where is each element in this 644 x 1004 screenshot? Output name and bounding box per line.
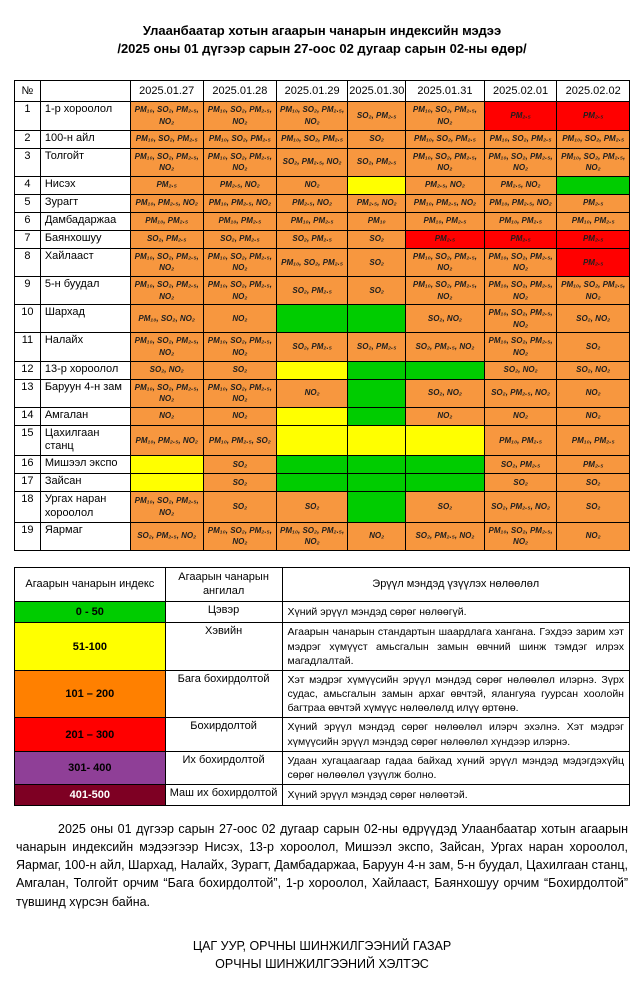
- aqi-cell: PM₁₀, SO₂, PM₂.₅, NO₂: [484, 276, 557, 304]
- aqi-cell: [348, 176, 406, 194]
- aqi-cell: PM₂.₅: [406, 230, 485, 248]
- health-effect: Агаарын чанарын стандартын шаардлага хангана. Гэхдээ зарим хэт мэдрэг хүмүүст амьсгалын замын өвчний шинж тэмдэг илрэх магадлалтай.: [282, 623, 629, 671]
- row-number: 14: [15, 407, 41, 425]
- aqi-cell: [348, 474, 406, 492]
- aqi-cell: PM₁₀, SO₂, PM₂.₅, NO₂: [484, 248, 557, 276]
- column-header: 2025.01.31: [406, 81, 485, 102]
- table-row: [15, 474, 630, 492]
- aqi-cell: PM₁₀, SO₂, PM₂.₅, NO₂: [406, 102, 485, 130]
- aqi-category: Цэвэр: [165, 602, 282, 623]
- aqi-cell: PM₁₀, SO₂, PM₂.₅, NO₂: [203, 333, 276, 361]
- aqi-cell: PM₁₀, SO₂, PM₂.₅: [484, 130, 557, 148]
- aqi-cell: NO₂: [557, 522, 630, 550]
- aqi-cell: [348, 425, 406, 456]
- district-name: Толгойт: [40, 148, 130, 176]
- table-row: [15, 305, 630, 333]
- summary-paragraph: 2025 оны 01 дүгээр сарын 27-оос 02 дугаар сарын 02-ны өдрүүдэд Улаанбаатар хотын агаарын чанарын индексийн мэдээгээр Нисэх, 13-р хороолол, Мишээл экспо, Зайсан, Ургах наран хороолол, Яармаг, 100-н айл, Шархад, Налайх, Зурагт, Дамбадаржаа, Баруун 4-н зам, 5-н буудал, Цахилгаан станц, Амгалан, Толгойт орчим “Бага бохирдолтой”, 1-р хороолол, Хайлааст, Баянхошуу орчим “Бохирдолтой” түвшинд хүрсэн байна.: [16, 822, 628, 909]
- aqi-cell: SO₂: [348, 130, 406, 148]
- district-name: Баянхошуу: [40, 230, 130, 248]
- district-name: Амгалан: [40, 407, 130, 425]
- row-number: 5: [15, 194, 41, 212]
- aqi-cell: [348, 492, 406, 523]
- district-name: 13-р хороолол: [40, 361, 130, 379]
- aqi-cell: PM₁₀, PM₂.₅: [484, 425, 557, 456]
- aqi-cell: SO₂, NO₂: [406, 379, 485, 407]
- row-number: 8: [15, 248, 41, 276]
- aqi-cell: SO₂: [484, 474, 557, 492]
- aqi-cell: NO₂: [406, 407, 485, 425]
- legend-column-header: Эрүүл мэндэд үзүүлэх нөлөөлөл: [282, 567, 629, 602]
- aqi-cell: SO₂, NO₂: [130, 361, 203, 379]
- aqi-range: 101 – 200: [15, 670, 166, 718]
- aqi-cell: PM₁₀: [348, 212, 406, 230]
- aqi-cell: SO₂, PM₂.₅: [130, 230, 203, 248]
- aqi-cell: SO₂, PM₂.₅, NO₂: [276, 148, 347, 176]
- aqi-range: 0 - 50: [15, 602, 166, 623]
- aqi-cell: NO₂: [276, 379, 347, 407]
- aqi-cell: PM₁₀, PM₂.₅: [203, 212, 276, 230]
- aqi-cell: [276, 456, 347, 474]
- aqi-cell: PM₂.₅: [557, 456, 630, 474]
- district-name: Яармаг: [40, 522, 130, 550]
- aqi-cell: PM₁₀, SO₂, PM₂.₅: [203, 130, 276, 148]
- aqi-cell: PM₁₀, SO₂, PM₂.₅, NO₂: [130, 379, 203, 407]
- aqi-cell: PM₂.₅: [557, 230, 630, 248]
- legend-header-row: [15, 567, 630, 602]
- aqi-cell: [348, 361, 406, 379]
- aqi-cell: SO₂, NO₂: [557, 361, 630, 379]
- column-header: 2025.02.01: [484, 81, 557, 102]
- aqi-cell: PM₁₀, SO₂, PM₂.₅, NO₂: [484, 148, 557, 176]
- row-number: 10: [15, 305, 41, 333]
- aqi-cell: PM₁₀, PM₂.₅: [557, 425, 630, 456]
- aqi-cell: SO₂, PM₂.₅, NO₂: [130, 522, 203, 550]
- aqi-cell: NO₂: [348, 522, 406, 550]
- row-number: 9: [15, 276, 41, 304]
- aqi-cell: SO₂: [203, 492, 276, 523]
- organization-name: [14, 937, 630, 975]
- aqi-cell: PM₁₀, PM₂.₅, NO₂: [203, 194, 276, 212]
- aqi-cell: [276, 474, 347, 492]
- aqi-cell: SO₂: [348, 230, 406, 248]
- aqi-cell: [276, 407, 347, 425]
- aqi-cell: [406, 425, 485, 456]
- row-number: 3: [15, 148, 41, 176]
- legend-column-header: Агаарын чанарын индекс: [15, 567, 166, 602]
- aqi-cell: SO₂, PM₂.₅: [276, 333, 347, 361]
- organization-line1: ЦАГ УУР, ОРЧНЫ ШИНЖИЛГЭЭНИЙ ГАЗАР: [192, 938, 452, 953]
- aqi-cell: PM₁₀, SO₂, PM₂.₅, NO₂: [557, 148, 630, 176]
- aqi-cell: NO₂: [557, 379, 630, 407]
- aqi-cell: SO₂, PM₂.₅: [348, 148, 406, 176]
- legend-table: [14, 567, 630, 806]
- table-row: [15, 492, 630, 523]
- row-number: 11: [15, 333, 41, 361]
- aqi-cell: PM₁₀, SO₂, PM₂.₅, NO₂: [484, 305, 557, 333]
- district-name: Налайх: [40, 333, 130, 361]
- aqi-cell: SO₂, PM₂.₅: [203, 230, 276, 248]
- aqi-cell: PM₁₀, PM₂.₅, NO₂: [406, 194, 485, 212]
- aqi-cell: PM₁₀, PM₂.₅, NO₂: [130, 194, 203, 212]
- aqi-category: Бохирдолтой: [165, 718, 282, 751]
- aqi-cell: PM₁₀, SO₂, PM₂.₅, NO₂: [406, 148, 485, 176]
- aqi-cell: PM₂.₅, NO₂: [406, 176, 485, 194]
- table-row: [15, 148, 630, 176]
- aqi-cell: PM₁₀, SO₂, PM₂.₅, NO₂: [406, 276, 485, 304]
- aqi-cell: PM₁₀, SO₂, PM₂.₅: [130, 130, 203, 148]
- aqi-cell: PM₁₀, SO₂, PM₂.₅, NO₂: [203, 148, 276, 176]
- aqi-cell: SO₂: [406, 492, 485, 523]
- aqi-cell: PM₂.₅: [484, 230, 557, 248]
- legend-row: [15, 751, 630, 784]
- row-number: 4: [15, 176, 41, 194]
- aqi-cell: PM₁₀, SO₂, PM₂.₅, NO₂: [276, 102, 347, 130]
- aqi-cell: PM₁₀, PM₂.₅, SO₂: [203, 425, 276, 456]
- aqi-cell: SO₂, PM₂.₅, NO₂: [484, 379, 557, 407]
- row-number: 19: [15, 522, 41, 550]
- aqi-cell: [276, 361, 347, 379]
- aqi-cell: PM₁₀, PM₂.₅, NO₂: [484, 194, 557, 212]
- health-effect: Хүний эрүүл мэндэд сөрөг нөлөөгүй.: [282, 602, 629, 623]
- legend-row: [15, 602, 630, 623]
- aqi-category: Бага бохирдолтой: [165, 670, 282, 718]
- aqi-cell: [130, 474, 203, 492]
- aqi-cell: SO₂, PM₂.₅: [276, 276, 347, 304]
- aqi-cell: PM₂.₅: [557, 102, 630, 130]
- aqi-cell: SO₂, PM₂.₅: [276, 230, 347, 248]
- aqi-category: Маш их бохирдолтой: [165, 785, 282, 806]
- aqi-cell: PM₁₀, PM₂.₅: [557, 212, 630, 230]
- aqi-cell: NO₂: [203, 407, 276, 425]
- aqi-table: [14, 80, 630, 551]
- row-number: 1: [15, 102, 41, 130]
- report-title-line2: /2025 оны 01 дүгээр сарын 27-оос 02 дугаар сарын 02-ны өдөр/: [117, 41, 527, 57]
- aqi-cell: PM₁₀, SO₂, PM₂.₅, NO₂: [276, 522, 347, 550]
- aqi-cell: PM₁₀, SO₂, PM₂.₅, NO₂: [557, 276, 630, 304]
- district-name: Хайлааст: [40, 248, 130, 276]
- district-name: Баруун 4-н зам: [40, 379, 130, 407]
- report-title-line1: Улаанбаатар хотын агаарын чанарын индексийн мэдээ: [142, 23, 502, 38]
- district-name: Мишээл экспо: [40, 456, 130, 474]
- row-number: 12: [15, 361, 41, 379]
- table-row: [15, 212, 630, 230]
- legend-row: [15, 785, 630, 806]
- aqi-cell: SO₂, PM₂.₅: [484, 456, 557, 474]
- aqi-range: 301- 400: [15, 751, 166, 784]
- aqi-category: Хэвийн: [165, 623, 282, 671]
- aqi-category: Их бохирдолтой: [165, 751, 282, 784]
- aqi-cell: PM₁₀, SO₂, PM₂.₅, NO₂: [203, 276, 276, 304]
- aqi-cell: PM₂.₅, NO₂: [276, 194, 347, 212]
- aqi-cell: SO₂, PM₂.₅: [348, 333, 406, 361]
- aqi-cell: PM₂.₅: [557, 194, 630, 212]
- aqi-cell: PM₁₀, SO₂, PM₂.₅, NO₂: [130, 248, 203, 276]
- aqi-cell: PM₁₀, SO₂, PM₂.₅: [276, 248, 347, 276]
- legend-column-header: Агаарын чанарын ангилал: [165, 567, 282, 602]
- aqi-cell: PM₁₀, SO₂, PM₂.₅, NO₂: [130, 148, 203, 176]
- aqi-cell: PM₁₀, SO₂, PM₂.₅: [557, 130, 630, 148]
- aqi-cell: PM₁₀, PM₂.₅, NO₂: [130, 425, 203, 456]
- aqi-cell: PM₁₀, SO₂, PM₂.₅, NO₂: [203, 522, 276, 550]
- health-effect: Удаан хугацаагаар гадаа байхад хүний эрүүл мэндэд мэдэгдэхүйц сөрөг нөлөөлөл үзүүлж болно.: [282, 751, 629, 784]
- aqi-cell: PM₁₀, SO₂, PM₂.₅, NO₂: [484, 333, 557, 361]
- aqi-cell: PM₁₀, SO₂, PM₂.₅, NO₂: [484, 522, 557, 550]
- report-title: [14, 22, 630, 58]
- district-name: Ургах наран хороолол: [40, 492, 130, 523]
- aqi-cell: PM₁₀, PM₂.₅: [130, 212, 203, 230]
- aqi-header-row: [15, 81, 630, 102]
- aqi-cell: PM₁₀, SO₂, PM₂.₅, NO₂: [203, 379, 276, 407]
- table-row: [15, 407, 630, 425]
- aqi-cell: PM₁₀, SO₂, PM₂.₅: [276, 130, 347, 148]
- aqi-cell: SO₂: [203, 361, 276, 379]
- aqi-cell: PM₁₀, SO₂, PM₂.₅, NO₂: [406, 248, 485, 276]
- aqi-cell: [130, 456, 203, 474]
- aqi-cell: PM₁₀, SO₂, PM₂.₅, NO₂: [130, 333, 203, 361]
- table-row: [15, 361, 630, 379]
- aqi-cell: PM₂.₅, NO₂: [484, 176, 557, 194]
- health-effect: Хүний эрүүл мэндэд сөрөг нөлөөтэй.: [282, 785, 629, 806]
- row-number: 17: [15, 474, 41, 492]
- aqi-cell: NO₂: [484, 407, 557, 425]
- aqi-cell: SO₂: [557, 333, 630, 361]
- aqi-cell: PM₁₀, SO₂, PM₂.₅, NO₂: [203, 248, 276, 276]
- table-row: [15, 102, 630, 130]
- aqi-cell: PM₁₀, SO₂, PM₂.₅: [406, 130, 485, 148]
- table-row: [15, 379, 630, 407]
- aqi-cell: SO₂: [203, 474, 276, 492]
- aqi-cell: PM₂.₅, NO₂: [348, 194, 406, 212]
- district-name: Зурагт: [40, 194, 130, 212]
- aqi-cell: SO₂, PM₂.₅, NO₂: [406, 522, 485, 550]
- aqi-cell: [348, 379, 406, 407]
- health-effect: Хэт мэдрэг хүмүүсийн эрүүл мэндэд сөрөг нөлөөлөл илэрнэ. Зүрх судас, амьсгалын замын архаг өвчтэй, ялангуяа гуурсан хоолойн багтраа өвчтэй хүмүүс нөлөөлөлд илүү өртөнө.: [282, 670, 629, 718]
- aqi-range: 401-500: [15, 785, 166, 806]
- table-row: [15, 333, 630, 361]
- aqi-cell: [276, 305, 347, 333]
- aqi-cell: SO₂, PM₂.₅, NO₂: [484, 492, 557, 523]
- row-number: 18: [15, 492, 41, 523]
- aqi-cell: SO₂, NO₂: [406, 305, 485, 333]
- aqi-cell: SO₂, PM₂.₅, NO₂: [406, 333, 485, 361]
- table-row: [15, 248, 630, 276]
- aqi-range: 201 – 300: [15, 718, 166, 751]
- aqi-cell: PM₁₀, SO₂, NO₂: [130, 305, 203, 333]
- aqi-cell: [406, 456, 485, 474]
- aqi-cell: [557, 176, 630, 194]
- aqi-cell: PM₁₀, PM₂.₅: [406, 212, 485, 230]
- aqi-cell: SO₂: [203, 456, 276, 474]
- table-row: [15, 276, 630, 304]
- district-name: Нисэх: [40, 176, 130, 194]
- aqi-cell: SO₂: [348, 276, 406, 304]
- organization-line2: ОРЧНЫ ШИНЖИЛГЭЭНИЙ ХЭЛТЭС: [215, 957, 429, 972]
- aqi-cell: [348, 407, 406, 425]
- aqi-cell: PM₁₀, SO₂, PM₂.₅, NO₂: [130, 492, 203, 523]
- aqi-cell: PM₁₀, SO₂, PM₂.₅, NO₂: [130, 276, 203, 304]
- aqi-cell: NO₂: [130, 407, 203, 425]
- column-header: [40, 81, 130, 102]
- district-name: 100-н айл: [40, 130, 130, 148]
- health-effect: Хүний эрүүл мэндэд сөрөг нөлөөлөл илэрч эхэлнэ. Хэт мэдрэг хүмүүсийн эрүүл мэндэд сөрөг нөлөөлөл хүндээр илэрнэ.: [282, 718, 629, 751]
- column-header: 2025.01.27: [130, 81, 203, 102]
- table-row: [15, 425, 630, 456]
- district-name: Зайсан: [40, 474, 130, 492]
- aqi-cell: SO₂: [557, 474, 630, 492]
- table-row: [15, 130, 630, 148]
- aqi-cell: [406, 474, 485, 492]
- column-header: №: [15, 81, 41, 102]
- legend-row: [15, 670, 630, 718]
- aqi-cell: PM₂.₅, NO₂: [203, 176, 276, 194]
- district-name: Дамбадаржаа: [40, 212, 130, 230]
- row-number: 13: [15, 379, 41, 407]
- aqi-range: 51-100: [15, 623, 166, 671]
- table-row: [15, 522, 630, 550]
- column-header: 2025.02.02: [557, 81, 630, 102]
- table-row: [15, 456, 630, 474]
- district-name: Шархад: [40, 305, 130, 333]
- row-number: 7: [15, 230, 41, 248]
- district-name: 1-р хороолол: [40, 102, 130, 130]
- aqi-cell: PM₁₀, PM₂.₅: [276, 212, 347, 230]
- district-name: Цахилгаан станц: [40, 425, 130, 456]
- aqi-cell: SO₂: [276, 492, 347, 523]
- row-number: 6: [15, 212, 41, 230]
- row-number: 16: [15, 456, 41, 474]
- table-row: [15, 230, 630, 248]
- aqi-cell: SO₂, NO₂: [484, 361, 557, 379]
- aqi-cell: [276, 425, 347, 456]
- district-name: 5-н буудал: [40, 276, 130, 304]
- aqi-cell: [348, 456, 406, 474]
- aqi-cell: SO₂, NO₂: [557, 305, 630, 333]
- legend-row: [15, 718, 630, 751]
- table-row: [15, 176, 630, 194]
- aqi-cell: PM₁₀, SO₂, PM₂.₅, NO₂: [203, 102, 276, 130]
- legend-row: [15, 623, 630, 671]
- row-number: 15: [15, 425, 41, 456]
- table-row: [15, 194, 630, 212]
- aqi-cell: [406, 361, 485, 379]
- aqi-cell: SO₂: [557, 492, 630, 523]
- aqi-cell: PM₁₀, SO₂, PM₂.₅, NO₂: [130, 102, 203, 130]
- column-header: 2025.01.28: [203, 81, 276, 102]
- column-header: 2025.01.29: [276, 81, 347, 102]
- aqi-cell: PM₁₀, PM₂.₅: [484, 212, 557, 230]
- aqi-cell: NO₂: [203, 305, 276, 333]
- aqi-cell: [348, 305, 406, 333]
- aqi-cell: NO₂: [276, 176, 347, 194]
- row-number: 2: [15, 130, 41, 148]
- aqi-cell: PM₂.₅: [557, 248, 630, 276]
- aqi-cell: NO₂: [557, 407, 630, 425]
- aqi-cell: PM₂.₅: [130, 176, 203, 194]
- aqi-cell: SO₂, PM₂.₅: [348, 102, 406, 130]
- column-header: 2025.01.30: [348, 81, 406, 102]
- aqi-cell: SO₂: [348, 248, 406, 276]
- aqi-cell: PM₂.₅: [484, 102, 557, 130]
